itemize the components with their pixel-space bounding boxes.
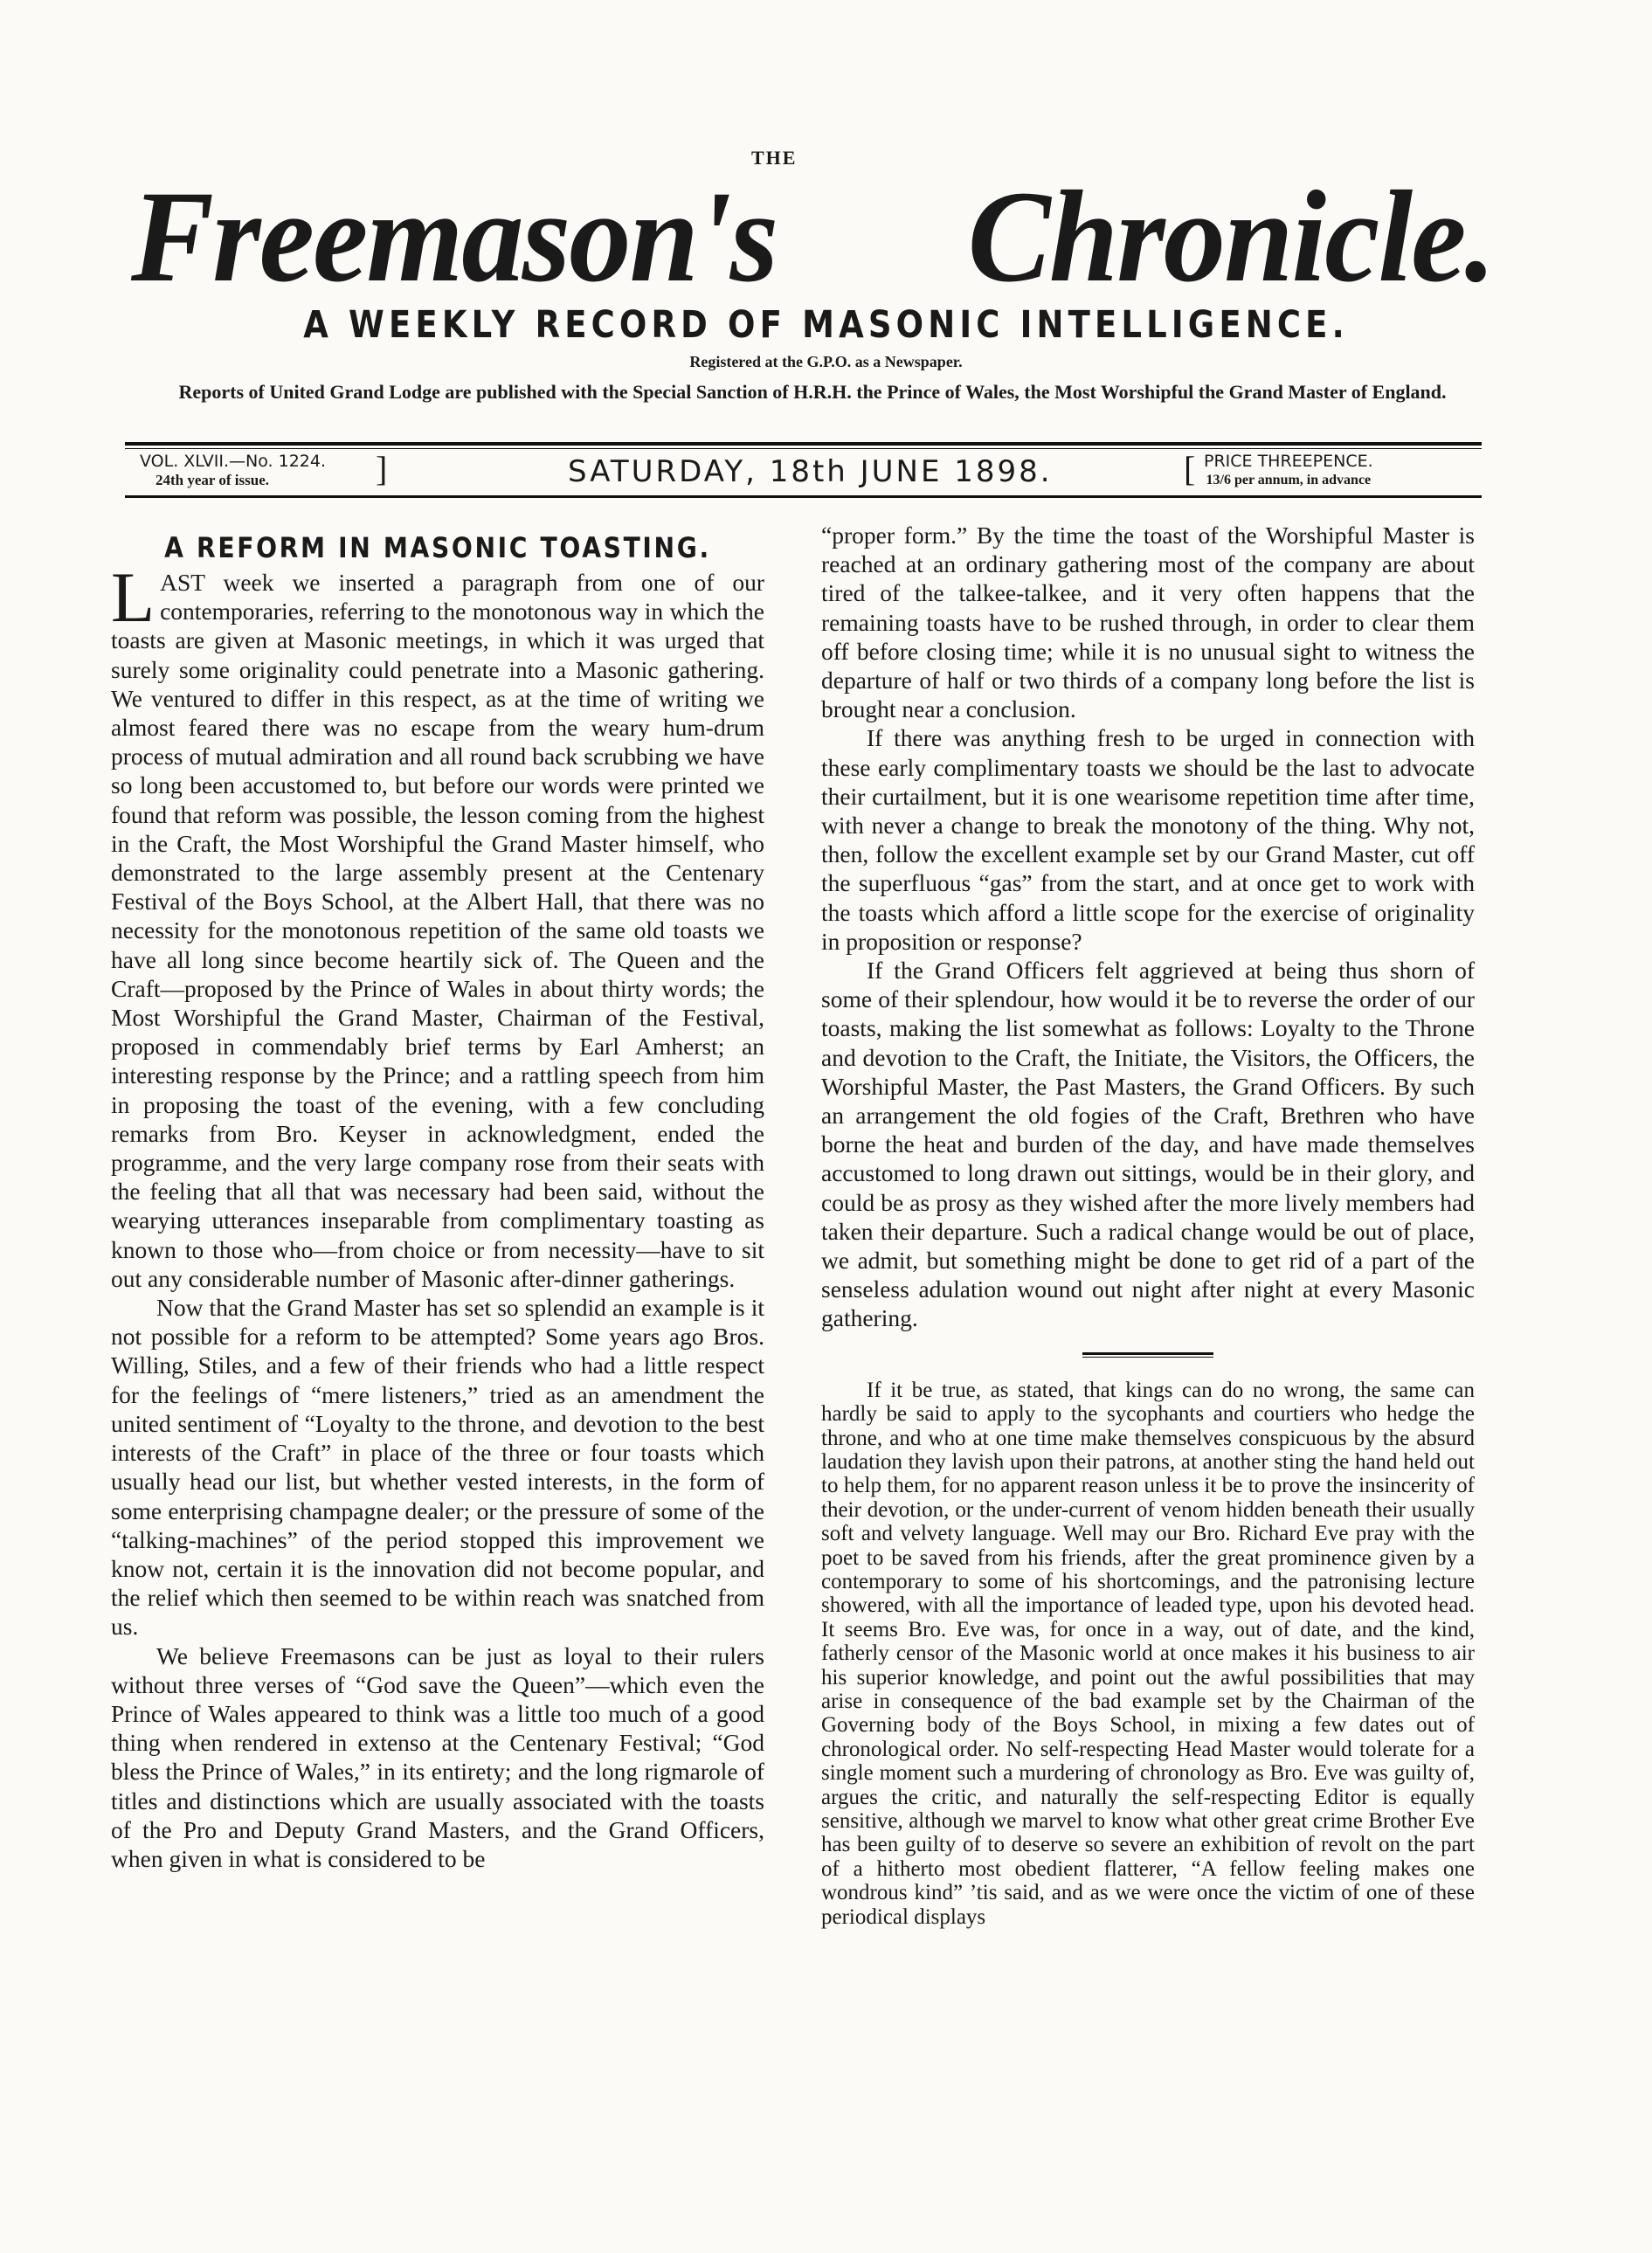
- article-title: A REFORM IN MASONIC TOASTING.: [164, 531, 711, 564]
- year-of-issue: 24th year of issue.: [156, 472, 270, 488]
- dateline-rule-top: [125, 442, 1482, 446]
- issue-date: SATURDAY, 18th JUNE 1898.: [568, 454, 1053, 489]
- masthead-title-right: Chronicle.: [967, 164, 1494, 309]
- article-paragraph: [111, 557, 764, 1293]
- volume-info: [140, 453, 326, 489]
- registered-notice: Registered at the G.P.O. as a Newspaper.: [689, 353, 963, 370]
- article-paragraph: “proper form.” By the time the toast of the Worshipful Master is reached at an ordinary gathering most of the company are about tired of the talkee-talkee, and it very often happens that the remaining toasts have to be rushed through, in order to clear them off before closing time; while it is no unusual sight to witness the departure of half or two thirds of a company long before the list is brought near a conclusion.: [821, 522, 1475, 723]
- masthead-title: [131, 162, 1494, 311]
- dateline-rule-top-thin: [125, 448, 1482, 449]
- article-paragraph: We believe Freemasons can be just as loyal to their rulers without three verses of “God save the Queen”—which even the Prince of Wales appeared to think was a little too much of a good thing when rendered in extenso at the Centenary Festival; “God bless the Prince of Wales,” in its entirety; and the long rigmarole of titles and distinctions which are usually associated with the toasts of the Pro and Deputy Grand Masters, and the Grand Officers, when given in what is considered to be: [111, 1641, 764, 1872]
- dateline-rule-bottom: [125, 495, 1482, 498]
- drop-cap: L: [111, 557, 156, 637]
- article-paragraph-text: AST week we inserted a paragraph from one of our contemporaries, referring to the monotonous way in which the toasts are given at Masonic meetings, in which it was urged that surely some originality could penetrate into a Masonic gathering. We ventured to differ in this respect, as at the time of writing we almost feared there was no escape from the weary hum-drum process of mutual admiration and all round back scrubbing we have so long been accustomed to, but before our words were printed we found that reform was possible, the lesson coming from the highest in the Craft, the Most Worshipful the Grand Master himself, who demonstrated to the large assembly present at the Centenary Festival of the Boys School, at the Albert Hall, that there was no necessity for the monotonous repetition of the same old toasts we have all long since become heartily sick of. The Queen and the Craft—proposed by the Prince of Wales in about thirty words; the Most Worshipful the Grand Master, Chairman of the Festival, proposed in commendably brief terms by Earl Amherst; an interesting response by the Prince; and a rattling speech from him in proposing the toast of the evening, with a few concluding remarks from Bro. Keyser in acknowledgment, ended the programme, and the very large company rose from their seats with the feeling that all that was necessary had been said, without the wearying utterances inseparable from complimentary toasting as known to those who—from choice or from necessity—have to sit out any considerable number of Masonic after-dinner gatherings.: [111, 569, 764, 1292]
- masthead-the: THE: [751, 147, 798, 169]
- volume-number: VOL. XLVII.—No. 1224.: [140, 452, 327, 471]
- second-article-paragraph: If it be true, as stated, that kings can do no wrong, the same can hardly be said to apply to the sycophants and courtiers who hedge the throne, and who at one time make themselves conspicuous by the absurd laudation they lavish upon their patrons, at another sting the hand held out to help them, for no apparent reason unless it be to prove the insincerity of their devotion, or the under-current of venom hidden beneath their usually soft and velvety language. Well may our Bro. Richard Eve pray with the poet to be saved from his friends, after the great prominence given by a contemporary to some of his shortcomings, and the patronising lecture showered, with all the importance of leaded type, upon his devoted head. It seems Bro. Eve was, for once in a way, out of date, and the kind, fatherly censor of the Masonic world at once makes it his business to air his superior knowledge, and point out the awful possibilities that may arise in consequence of the bad example set by the Chairman of the Governing body of the Boys School, in mixing a few dates out of chronological order. No self-respecting Head Master would tolerate for a single moment such a murdering of chronology as Bro. Eve was guilty of, argues the critic, and naturally the self-respecting Editor is equally sensitive, although we marvel to know what other great crime Brother Eve has been guilty of to deserve so severe an exhibition of revolt on the part of a hitherto most obedient flatterer, “A fellow feeling makes one wondrous kind” ’tis said, and as we were once the victim of one of these periodical displays: [821, 1378, 1475, 1929]
- price: PRICE THREEPENCE.: [1204, 452, 1373, 471]
- article-paragraph: Now that the Grand Master has set so splendid an example is it not possible for a reform to be attempted? Some years ago Bros. Willing, Stiles, and a few of their friends who had a little respect for the feelings of “mere listeners,” tried as an amendment the united sentiment of “Loyalty to the throne, and devotion to the best interests of the Craft” in place of the three or four toasts which usually head our list, but whether vested interests, in the form of some enterprising champagne dealer; or the pressure of some of the “talking-machines” of the period stopped this improvement we know not, certain it is the innovation did not become popular, and the relief which then seemed to be within reach was snatched from us.: [111, 1294, 764, 1641]
- article-paragraph: If there was anything fresh to be urged in connection with these early complimentary toasts we should be the last to advocate their curtailment, but it is one wearisome repetition time after time, with never a change to break the monotony of the thing. Why not, then, follow the excellent example set by our Grand Master, cut off the superfluous “gas” from the start, and at once get to work with the toasts which afford a little scope for the exercise of originality in proposition or response?: [821, 724, 1475, 955]
- sanction-notice: Reports of United Grand Lodge are published with the Special Sanction of H.R.H. the Prince of Wales, the Most Worshipful the Grand Master of England.: [178, 381, 1447, 403]
- column-left: [111, 521, 764, 1873]
- masthead-subtitle: A WEEKLY RECORD OF MASONIC INTELLIGENCE.: [303, 303, 1349, 347]
- section-separator: [1082, 1352, 1213, 1358]
- masthead-title-left: Freemason's: [131, 164, 778, 309]
- subscription-rate: 13/6 per annum, in advance: [1206, 473, 1372, 487]
- bracket-left: ]: [376, 449, 388, 488]
- price-info: [1204, 453, 1373, 489]
- column-right: [821, 521, 1475, 1929]
- bracket-right: [: [1184, 449, 1196, 488]
- article-paragraph: If the Grand Officers felt aggrieved at being thus shorn of some of their splendour, how would it be to reverse the order of our toasts, making the list somewhat as follows: Loyalty to the Throne and devotion to the Craft, the Initiate, the Visitors, the Officers, the Worshipful Master, the Past Masters, the Grand Officers. By such an arrangement the old fogies of the Craft, Brethren who have borne the heat and burden of the day, and have made themselves accustomed to long drawn out sittings, would be in their glory, and could be as prosy as they wished after the more lively members had taken their departure. Such a radical change would be out of place, we admit, but something might be done to get rid of a part of the senseless adulation wound out night after night at every Masonic gathering.: [821, 957, 1475, 1332]
